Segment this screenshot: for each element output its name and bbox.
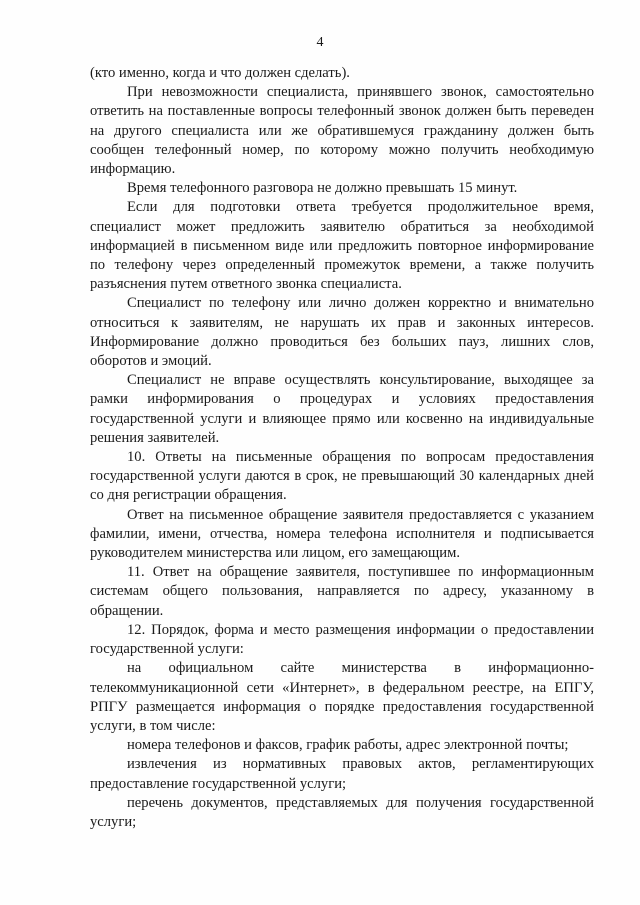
paragraph-continuation: (кто именно, когда и что должен сделать).: [90, 65, 350, 81]
paragraph-item-12: 12. Порядок, форма и место размещения информации о предоставлении государственной услуги:: [90, 621, 594, 658]
page-number: 4: [316, 35, 324, 50]
paragraph-written-answer: Ответ на письменное обращение заявителя предоставляется с указанием фамилии, имени, отчества, номера телефона исполнителя и подписывается руководителем министерства или лицом, его замещающим.: [90, 506, 594, 562]
paragraph-long-preparation: Если для подготовки ответа требуется продолжительное время, специалист может предложить заявителю обратиться за необходимой информацией в письменном виде или предложить повторное информирование по телефону через определенный промежуток времени, а также получить разъяснения путем ответного звонка специалиста.: [90, 199, 594, 293]
document-body: [90, 64, 594, 832]
paragraph-item-11: 11. Ответ на обращение заявителя, поступившее по информационным системам общего пользования, направляется по адресу, указанному в обращении.: [90, 564, 594, 619]
list-item-documents: перечень документов, представляемых для получения государственной услуги;: [90, 794, 594, 830]
list-item-phones: номера телефонов и факсов, график работы, адрес электронной почты;: [127, 737, 569, 754]
list-item-legal-extracts: извлечения из нормативных правовых актов, регламентирующих предоставление государственной услуги;: [90, 756, 594, 792]
paragraph-consulting-limits: Специалист не вправе осуществлять консультирование, выходящее за рамки информирования о процедурах и условиях предоставления государственной услуги и влияющее прямо или косвенно на индивидуальные решения заявителей.: [90, 372, 594, 446]
paragraph-official-site: на официальном сайте министерства в информационно-телекоммуникационной сети «Интернет», в федеральном реестре, на ЕПГУ, РПГУ размещается информация о порядке предоставления государственной услуги, в том числе:: [90, 660, 594, 734]
paragraph-item-10: 10. Ответы на письменные обращения по вопросам предоставления государственной услуги даются в срок, не превышающий 30 календарных дней со дня регистрации обращения.: [90, 449, 594, 504]
paragraph-transfer-call: При невозможности специалиста, принявшего звонок, самостоятельно ответить на поставленные вопросы телефонный звонок должен быть переведен на другого специалиста или же обратившемуся гражданину должен быть сообщен телефонный номер, по которому можно получить необходимую информацию.: [90, 84, 594, 178]
paragraph-courtesy: Специалист по телефону или лично должен корректно и внимательно относиться к заявителям, не нарушать их прав и законных интересов. Информирование должно проводиться без больших пауз, лишних слов, оборотов и эмоций.: [90, 295, 594, 370]
paragraph-call-duration: Время телефонного разговора не должно превышать 15 минут.: [127, 180, 518, 197]
